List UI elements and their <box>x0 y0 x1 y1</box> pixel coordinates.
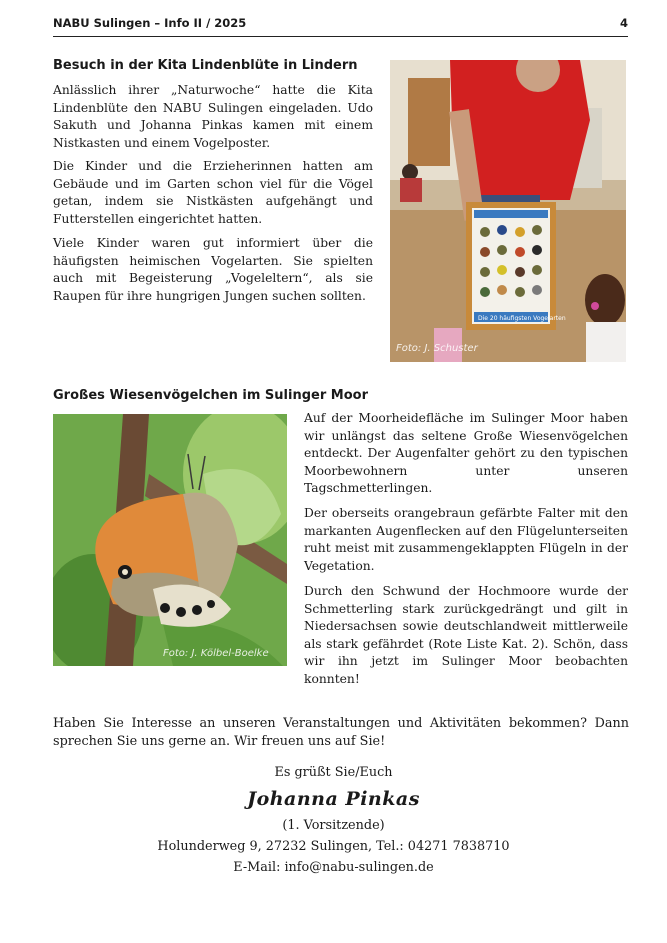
article2-paragraph-3: Durch den Schwund der Hochmoore wurde der Schmetterling stark zurückgedrängt und gilt in Niedersachsen sowie deutschlandweit mittlerweile als stark gefährdet (Rote Liste Kat. 2). Schön, dass wir ihn jetzt im Sulinger Moor beobachten konnten! <box>304 584 628 686</box>
article2-heading: Großes Wiesenvögelchen im Sulinger Moor <box>53 388 368 403</box>
article1-paragraph-1: Anlässlich ihrer „Naturwoche“ hatte die Kita Lindenblüte den NABU Sulingen eingeladen. Udo Sakuth und Johanna Pinkas kamen mit einem Nistkasten und einem Vogelposter. <box>53 83 373 150</box>
signature: Johanna Pinkas <box>247 788 420 810</box>
contact-email: E-Mail: info@nabu-sulingen.de <box>233 860 434 875</box>
article2-paragraph-2: Der oberseits orangebraun gefärbte Falter mit den markanten Augenflecken auf den Flügelunterseiten ruht meist mit zusammengeklappten Flügeln in der Vegetation. <box>304 506 628 573</box>
article2-paragraph-1: Auf der Moorheidefläche im Sulinger Moor haben wir unlängst das seltene Große Wiesenvögelchen entdeckt. Der Augenfalter gehört zu den typischen Moorbewohnern unter unseren Tagschmetterlingen. <box>304 411 628 495</box>
signer-role: (1. Vorsitzende) <box>282 818 385 833</box>
contact-address: Holunderweg 9, 27232 Sulingen, Tel.: 04271 7838710 <box>157 839 510 854</box>
poster-caption: Die 20 häufigsten Vogelarten <box>478 315 566 322</box>
page-number: 4 <box>619 16 628 30</box>
kita-photo-credit: Foto: J. Schuster <box>396 343 478 354</box>
kita-photo <box>390 60 626 362</box>
header-title: NABU Sulingen – Info II / 2025 <box>53 16 247 30</box>
butterfly-photo <box>53 414 287 666</box>
article1-paragraph-2: Die Kinder und die Erzieherinnen hatten am Gebäude und im Garten schon viel für die Vögel getan, indem sie Nistkästen aufgehängt und Futterstellen eingerichtet hatten. <box>53 159 373 226</box>
article1-heading: Besuch in der Kita Lindenblüte in Lindern <box>53 58 358 73</box>
page-header <box>53 16 628 37</box>
butterfly-photo-credit: Foto: J. Kölbel-Boelke <box>163 648 269 659</box>
closing-text: Haben Sie Interesse an unseren Veranstaltungen und Aktivitäten bekommen? Dann sprechen Sie uns gerne an. Wir freuen uns auf Sie! <box>53 716 629 749</box>
article1-paragraph-3: Viele Kinder waren gut informiert über die häufigsten heimischen Vogelarten. Sie spielten auch mit Begeisterung „Vogeleltern“, als sie Raupen für ihre hungrigen Jungen suchen sollten. <box>53 236 373 303</box>
greeting: Es grüßt Sie/Euch <box>274 765 393 780</box>
